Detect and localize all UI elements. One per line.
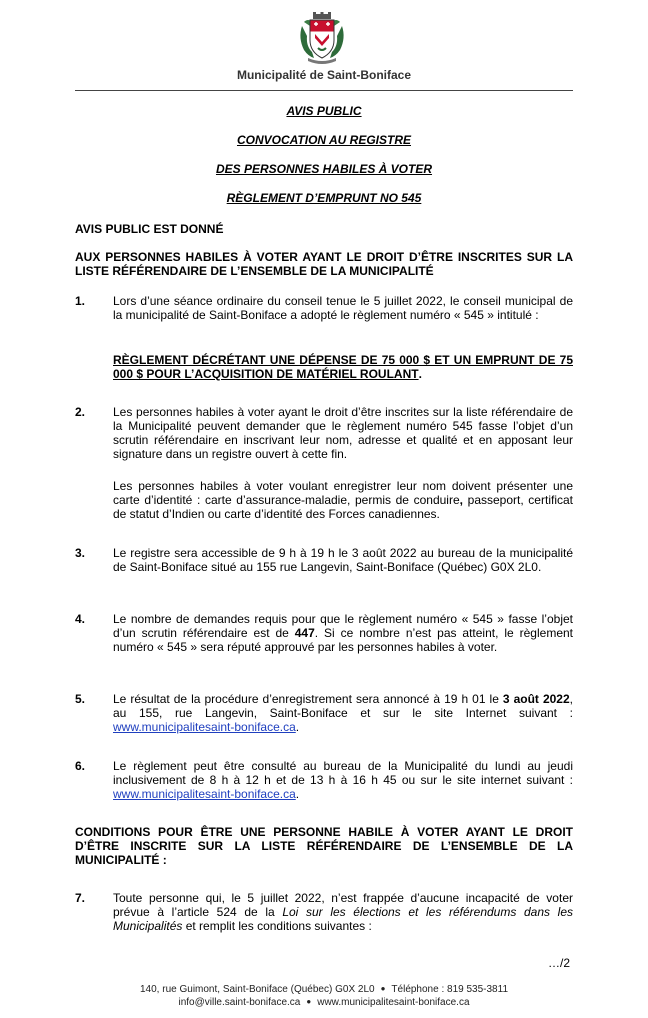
- item-6-period: .: [295, 787, 300, 801]
- item-number-7: 7.: [75, 891, 86, 905]
- id-text-part1: Les personnes habiles à voter voulant enregistrer leur nom doivent présenter une carte d’identité : carte d’assurance-maladie, permis de conduire: [113, 479, 573, 507]
- municipality-name: Municipalité de Saint-Boniface: [236, 68, 412, 82]
- footer-email[interactable]: info@ville.saint-boniface.ca: [178, 997, 301, 1008]
- item-number-1: 1.: [75, 294, 86, 308]
- footer-line-1: [0, 984, 648, 995]
- item-5-part1: Le résultat de la procédure d’enregistrement sera annoncé à 19 h 01 le: [113, 692, 503, 706]
- conditions-heading: CONDITIONS POUR ÊTRE UNE PERSONNE HABILE À VOTER AYANT LE DROIT D’ÊTRE INSCRITE SUR LA LISTE RÉFÉRENDAIRE DE L’ENSEMBLE DE LA MUNICIPALITÉ :: [75, 825, 573, 867]
- header-divider: [75, 90, 573, 91]
- title-personnes-habiles: DES PERSONNES HABILES À VOTER: [215, 162, 433, 176]
- item-number-6: 6.: [75, 759, 86, 773]
- item-7-part2: et remplit les conditions suivantes :: [182, 919, 372, 933]
- item-5-text: [113, 692, 573, 734]
- recipients-heading: AUX PERSONNES HABILES À VOTER AYANT LE DROIT D’ÊTRE INSCRITES SUR LA LISTE RÉFÉRENDAIRE DE L’ENSEMBLE DE LA MUNICIPALITÉ: [75, 250, 573, 278]
- item-number-4: 4.: [75, 612, 86, 626]
- id-text-part2: passeport, certificat de statut d’Indien ou carte d’identité des Forces canadiennes.: [113, 493, 573, 521]
- footer-phone: Téléphone : 819 535-3811: [391, 984, 508, 995]
- website-link-1[interactable]: www.municipalitesaint-boniface.ca: [113, 720, 296, 734]
- item-number-3: 3.: [75, 546, 86, 560]
- required-count: 447: [294, 626, 315, 640]
- item-5-period: .: [295, 720, 300, 734]
- footer-address: 140, rue Guimont, Saint-Boniface (Québec) G0X 2L0: [140, 984, 375, 995]
- website-link-2[interactable]: www.municipalitesaint-boniface.ca: [113, 787, 296, 801]
- item-2-id-text: [113, 479, 573, 521]
- item-5-part2: , au 155, rue Langevin, Saint-Boniface et sur le site Internet suivant :: [113, 692, 573, 720]
- footer-website[interactable]: www.municipalitesaint-boniface.ca: [317, 997, 470, 1008]
- item-number-2: 2.: [75, 405, 86, 419]
- title-convocation: CONVOCATION AU REGISTRE: [236, 133, 411, 147]
- id-text-comma: ,: [459, 493, 463, 507]
- regulation-title: [113, 353, 573, 381]
- item-6-part1: Le règlement peut être consulté au bureau de la Municipalité du lundi au jeudi inclusivement de 8 h à 12 h et de 13 h à 16 h 45 ou sur le site internet suivant :: [113, 759, 573, 787]
- item-2-text: Les personnes habiles à voter ayant le droit d’être inscrites sur la liste référendaire de la Municipalité peuvent demander que le règlement numéro 545 fasse l’objet d’un scrutin référendaire en inscrivant leur nom, adresse et qualité et en apposant leur signature dans un registre ouvert à cette fin.: [113, 405, 573, 461]
- item-6-text: [113, 759, 573, 801]
- avis-donne: AVIS PUBLIC EST DONNÉ: [75, 222, 224, 236]
- item-1-text: Lors d’une séance ordinaire du conseil tenue le 5 juillet 2022, le conseil municipal de la municipalité de Saint-Boniface a adopté le règlement numéro « 545 » intitulé :: [113, 294, 573, 322]
- item-3-text: Le registre sera accessible de 9 h à 19 h le 3 août 2022 au bureau de la municipalité de Saint-Boniface situé au 155 rue Langevin, Saint-Boniface (Québec) G0X 2L0.: [113, 546, 573, 574]
- law-title: Loi sur les élections et les référendums dans les Municipalités: [113, 905, 573, 933]
- result-date: 3 août 2022: [502, 692, 570, 706]
- regulation-title-period: .: [418, 367, 422, 381]
- item-4-part2: . Si ce nombre n’est pas atteint, le règlement numéro « 545 » sera réputé approuvé par les personnes habiles à voter.: [113, 626, 573, 654]
- item-4-text: [113, 612, 573, 654]
- page-continuation: …/2: [548, 956, 571, 970]
- coat-of-arms-logo: [298, 12, 346, 64]
- item-7-text: [113, 891, 573, 933]
- bullet-separator-icon: ●: [380, 984, 386, 993]
- regulation-title-text: RÈGLEMENT DÉCRÉTANT UNE DÉPENSE DE 75 000 $ ET UN EMPRUNT DE 75 000 $ POUR L’ACQUISITION DE MATÉRIEL ROULANT: [113, 353, 573, 381]
- bullet-separator-icon: ●: [306, 997, 312, 1006]
- item-4-part1: Le nombre de demandes requis pour que le règlement numéro « 545 » fasse l’objet d’un scrutin référendaire est de: [113, 612, 573, 640]
- title-reglement: RÈGLEMENT D’EMPRUNT NO 545: [226, 191, 422, 205]
- footer-line-2: [0, 997, 648, 1008]
- title-avis-public: AVIS PUBLIC: [286, 104, 362, 118]
- item-number-5: 5.: [75, 692, 86, 706]
- item-7-part1: Toute personne qui, le 5 juillet 2022, n’est frappée d’aucune incapacité de voter prévue à l’article 524 de la: [113, 891, 573, 919]
